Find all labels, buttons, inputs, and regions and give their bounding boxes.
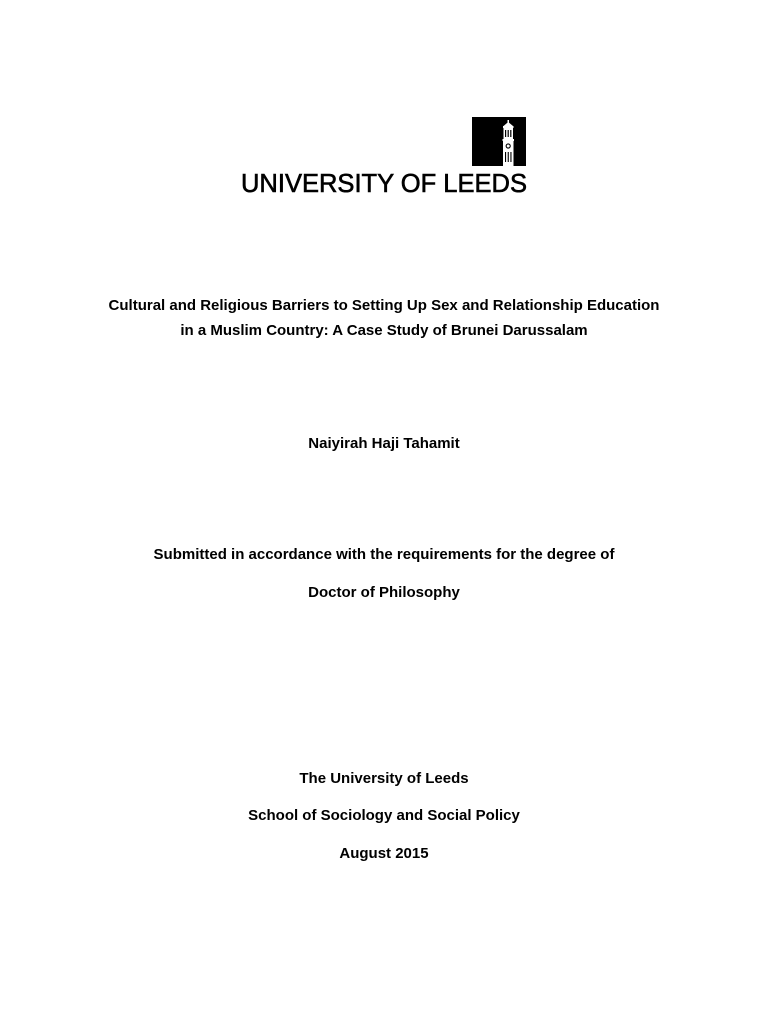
author-name: Naiyirah Haji Tahamit bbox=[308, 435, 460, 452]
submission-date: August 2015 bbox=[339, 845, 429, 862]
thesis-title-line-2: in a Muslim Country: A Case Study of Brunei Darussalam bbox=[180, 322, 588, 339]
submission-statement: Submitted in accordance with the requirements for the degree of bbox=[153, 546, 615, 563]
svg-text:UNIVERSITY OF LEEDS: UNIVERSITY OF LEEDS bbox=[241, 170, 527, 197]
university-wordmark-logo bbox=[240, 167, 530, 197]
thesis-title-line-1: Cultural and Religious Barriers to Setting Up Sex and Relationship Education bbox=[108, 297, 660, 314]
degree-name: Doctor of Philosophy bbox=[308, 584, 460, 601]
university-logo-tower-icon bbox=[472, 117, 526, 166]
school-name: School of Sociology and Social Policy bbox=[248, 807, 520, 824]
university-name: The University of Leeds bbox=[299, 770, 469, 787]
